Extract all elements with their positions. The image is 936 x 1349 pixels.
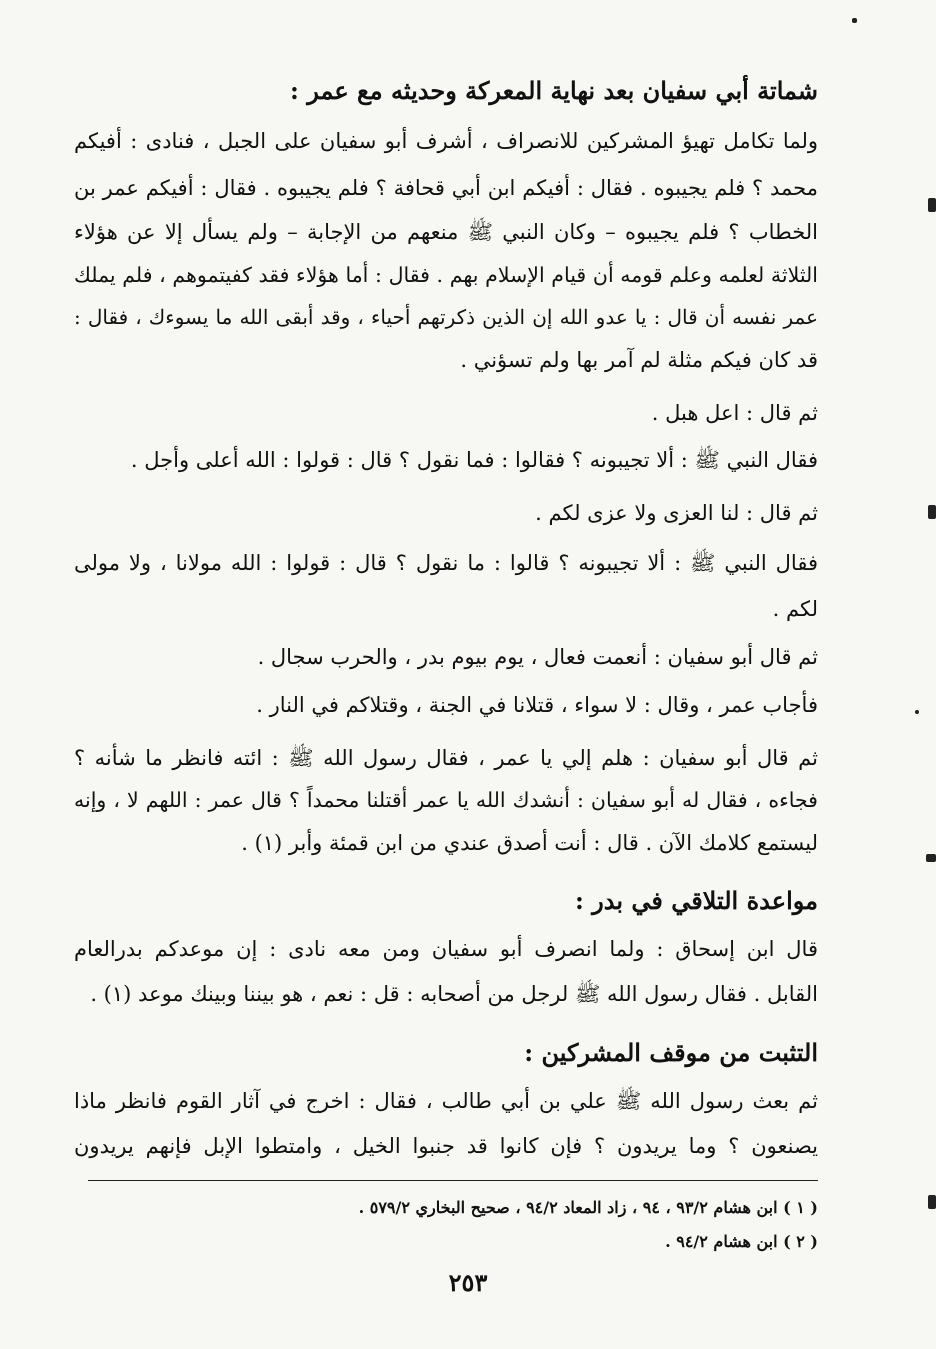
text-line: فقال النبي ﷺ : ألا تجيبونه ؟ قالوا : ما نقول ؟ قال : قولوا : الله مولانا ، ولا مولى	[74, 551, 818, 575]
text-line: يصنعون ؟ وما يريدون ؟ فإن كانوا قد جنبوا الخيل ، وامتطوا الإبل فإنهم يريدون	[74, 1134, 818, 1158]
scan-edge-mark	[928, 505, 936, 519]
text-line: فجاءه ، فقال له أبو سفيان : أنشدك الله يا عمر أقتلنا محمداً ؟ قال عمر : اللهم لا ، وإنه	[74, 788, 818, 812]
text-line: ثم بعث رسول الله ﷺ علي بن أبي طالب ، فقال : اخرج في آثار القوم فانظر ماذا	[74, 1089, 818, 1113]
text-line: ثم قال : اعل هبل .	[651, 401, 818, 425]
text-line: الخطاب ؟ فلم يجيبوه – وكان النبي ﷺ منعهم من الإجابة – ولم يسأل إلا عن هؤلاء	[74, 220, 818, 244]
text-line: ثم قال أبو سفيان : أنعمت فعال ، يوم بيوم بدر ، والحرب سجال .	[257, 645, 818, 669]
scan-speck	[852, 18, 857, 23]
footnote-separator	[88, 1180, 818, 1181]
text-line: ثم قال : لنا العزى ولا عزى لكم .	[535, 501, 818, 525]
text-line: ليستمع كلامك الآن . قال : أنت أصدق عندي من ابن قمئة وأبر (١) .	[241, 831, 818, 855]
scan-speck	[915, 710, 919, 714]
footnote: ( ٢ ) ابن هشام ٩٤/٢ .	[665, 1232, 818, 1251]
text-line: قد كان فيكم مثلة لم آمر بها ولم تسؤني .	[460, 348, 818, 372]
text-line: الثلاثة لعلمه وعلم قومه أن قيام الإسلام بهم . فقال : أما هؤلاء فقد كفيتموهم ، فلم يملك	[74, 263, 818, 287]
text-line: محمد ؟ فلم يجيبوه . فقال : أفيكم ابن أبي قحافة ؟ فلم يجيبوه . فقال : أفيكم عمر بن	[74, 176, 818, 200]
scan-edge-mark	[928, 1195, 936, 1209]
text-line: عمر نفسه أن قال : يا عدو الله إن الذين ذكرتهم أحياء ، وقد أبقى الله ما يسوءك ، فقال :	[74, 305, 818, 329]
scan-edge-mark	[928, 198, 936, 212]
text-line: ولما تكامل تهيؤ المشركين للانصراف ، أشرف أبو سفيان على الجبل ، فنادى : أفيكم	[74, 129, 818, 153]
text-line: لكم .	[772, 597, 818, 621]
section-heading: شماتة أبي سفيان بعد نهاية المعركة وحديثه مع عمر :	[290, 76, 818, 105]
text-line: القابل . فقال رسول الله ﷺ لرجل من أصحابه : قل : نعم ، هو بيننا وبينك موعد (١) .	[90, 982, 818, 1006]
section-heading: مواعدة التلاقي في بدر :	[574, 886, 818, 915]
text-line: ثم قال أبو سفيان : هلم إلي يا عمر ، فقال رسول الله ﷺ : ائته فانظر ما شأنه ؟	[74, 746, 818, 770]
scan-edge-mark	[926, 854, 936, 862]
page-number: ٢٥٣	[448, 1268, 488, 1297]
text-line: فقال النبي ﷺ : ألا تجيبونه ؟ فقالوا : فما نقول ؟ قال : قولوا : الله أعلى وأجل .	[130, 448, 818, 472]
text-line: فأجاب عمر ، وقال : لا سواء ، قتلانا في الجنة ، وقتلاكم في النار .	[256, 693, 818, 717]
text-line: قال ابن إسحاق : ولما انصرف أبو سفيان ومن معه نادى : إن موعدكم بدرالعام	[74, 937, 818, 961]
footnote: ( ١ ) ابن هشام ٩٣/٢ ، ٩٤ ، زاد المعاد ٩٤/٢ ، صحيح البخاري ٥٧٩/٢ .	[358, 1198, 818, 1217]
section-heading: التثبت من موقف المشركين :	[524, 1038, 818, 1067]
